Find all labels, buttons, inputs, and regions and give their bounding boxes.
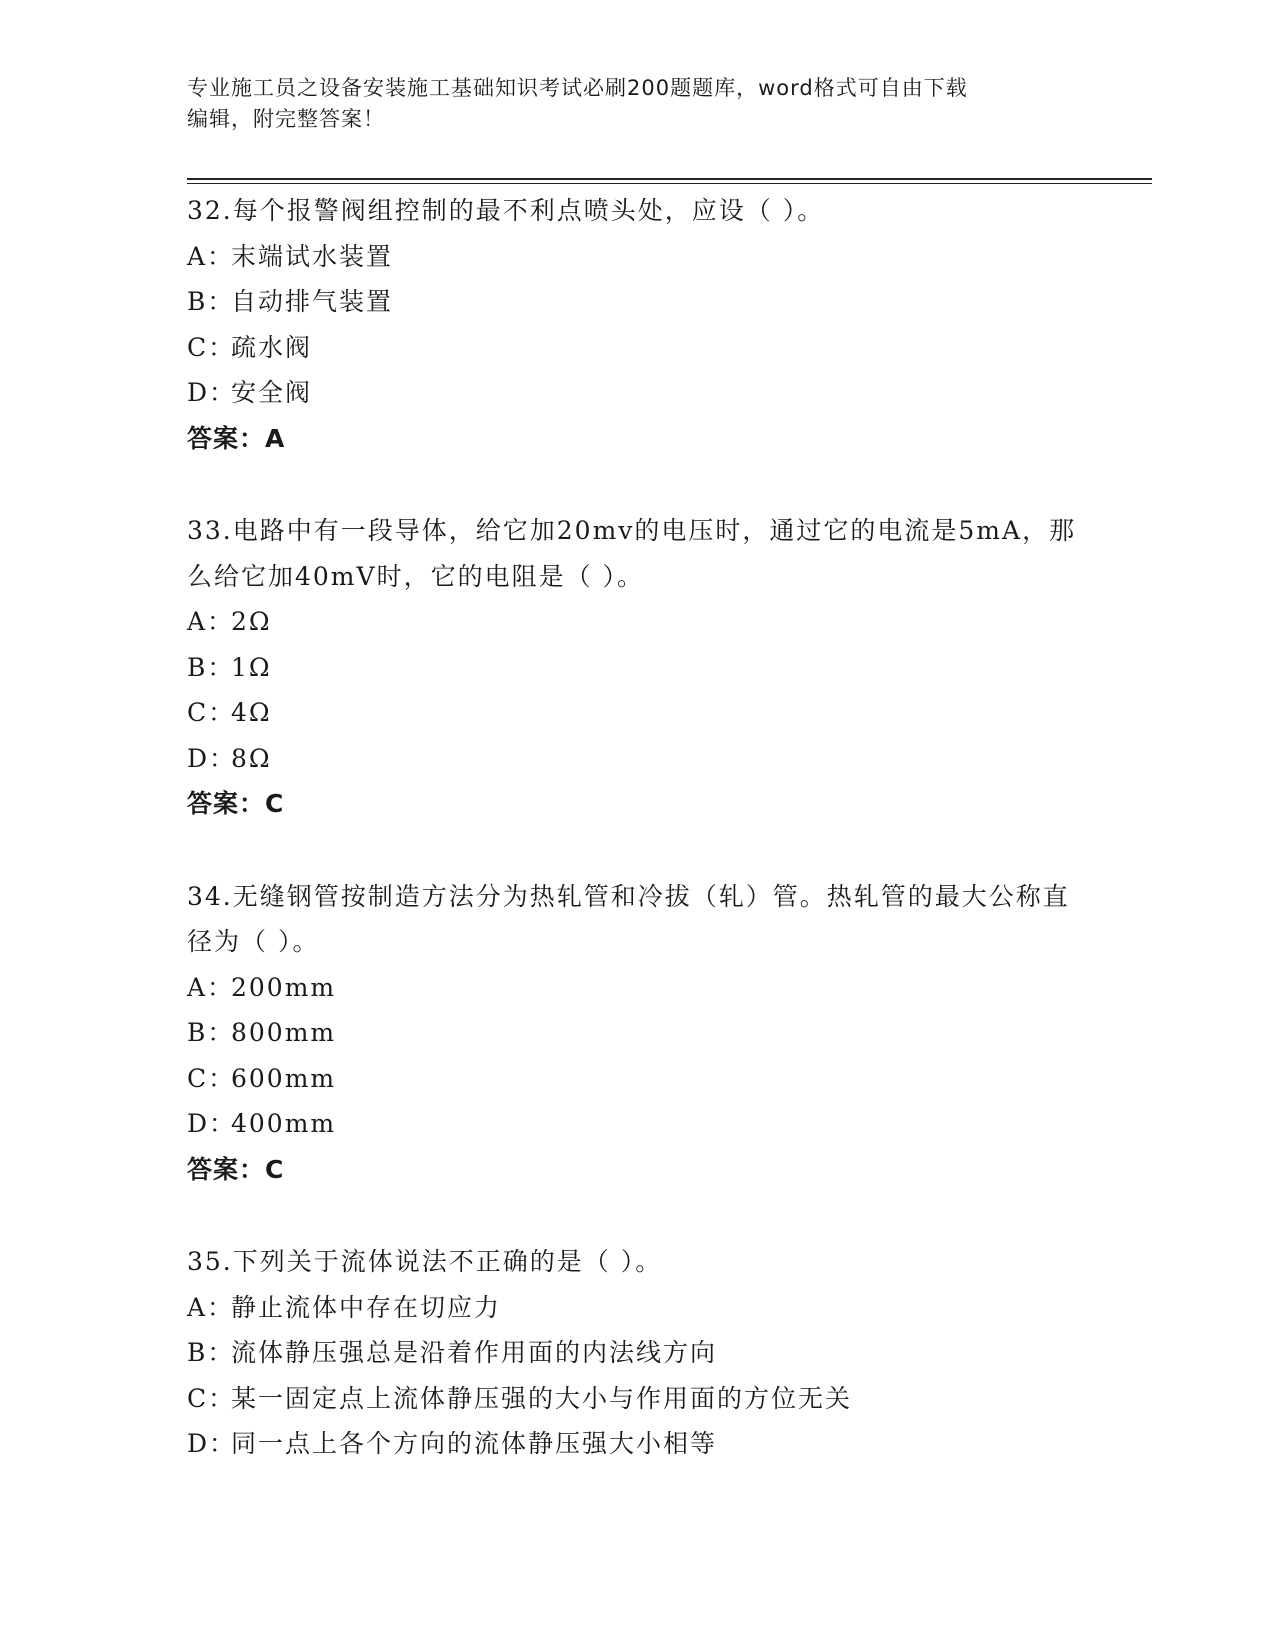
option-b — [187, 1010, 1087, 1056]
option-text: 末端试水装置 — [231, 241, 394, 271]
question-text: 33.电路中有一段导体，给它加20mv的电压时，通过它的电流是5mA，那么给它加40mV时，它的电阻是（ ）。 — [187, 516, 1077, 591]
option-a — [187, 965, 1087, 1011]
question-text: 34.无缝钢管按制造方法分为热轧管和冷拔（轧）管。热轧管的最大公称直径为（ ）。 — [187, 881, 1070, 956]
option-key: A： — [187, 241, 235, 271]
option-text: 200mm — [231, 972, 337, 1002]
option-d — [187, 736, 1087, 782]
option-c — [187, 325, 1087, 371]
question-list — [187, 188, 1087, 1514]
question-text: 35.下列关于流体说法不正确的是（ ）。 — [187, 1247, 663, 1276]
option-text: 某一固定点上流体静压强的大小与作用面的方位无关 — [231, 1383, 853, 1413]
option-text: 8Ω — [231, 743, 272, 773]
option-d — [187, 370, 1087, 416]
header-title-line-1: 专业施工员之设备安装施工基础知识考试必刷200题题库，word格式可自由下载 — [187, 76, 968, 100]
option-text: 同一点上各个方向的流体静压强大小相等 — [231, 1429, 718, 1458]
question-33 — [187, 508, 1087, 827]
option-text: 2Ω — [231, 607, 272, 636]
option-key: B： — [187, 1018, 235, 1047]
option-b — [187, 1330, 1087, 1376]
question-34 — [187, 874, 1087, 1193]
option-a — [187, 234, 1087, 280]
option-a — [187, 1285, 1087, 1331]
answer-line: 答案：C — [187, 1154, 285, 1184]
option-text: 流体静压强总是沿着作用面的内法线方向 — [231, 1338, 718, 1367]
header-divider-thick — [187, 178, 1152, 180]
option-key: D： — [187, 1429, 237, 1458]
header-title-line-2: 编辑，附完整答案！ — [187, 107, 385, 131]
option-key: B： — [187, 652, 235, 682]
option-b — [187, 279, 1087, 325]
question-32 — [187, 188, 1087, 461]
option-text: 600mm — [231, 1063, 337, 1093]
option-key: C： — [187, 332, 236, 362]
option-key: B： — [187, 1338, 235, 1367]
option-key: C： — [187, 698, 236, 727]
option-key: C： — [187, 1063, 236, 1093]
option-key: D： — [187, 1109, 237, 1138]
option-text: 静止流体中存在切应力 — [231, 1292, 502, 1322]
option-text: 4Ω — [231, 698, 272, 727]
option-key: A： — [187, 972, 235, 1002]
option-key: B： — [187, 287, 235, 316]
option-key: A： — [187, 607, 235, 636]
question-35 — [187, 1239, 1087, 1467]
option-a — [187, 599, 1087, 645]
header-divider-thin — [187, 183, 1152, 184]
option-d — [187, 1101, 1087, 1147]
option-c — [187, 1056, 1087, 1102]
option-text: 800mm — [231, 1018, 337, 1047]
answer-line: 答案：A — [187, 423, 286, 453]
document-header — [187, 73, 1087, 135]
option-d — [187, 1421, 1087, 1467]
option-text: 1Ω — [231, 652, 272, 682]
option-c — [187, 1376, 1087, 1422]
option-text: 疏水阀 — [231, 332, 313, 362]
option-key: D： — [187, 378, 237, 407]
question-text: 32.每个报警阀组控制的最不利点喷头处，应设（ ）。 — [187, 196, 825, 225]
option-text: 安全阀 — [231, 378, 313, 407]
option-text: 自动排气装置 — [231, 287, 394, 316]
option-c — [187, 690, 1087, 736]
option-key: D： — [187, 743, 237, 773]
option-b — [187, 645, 1087, 691]
option-text: 400mm — [231, 1109, 337, 1138]
answer-line: 答案：C — [187, 789, 285, 818]
option-key: A： — [187, 1292, 235, 1322]
option-key: C： — [187, 1383, 236, 1413]
